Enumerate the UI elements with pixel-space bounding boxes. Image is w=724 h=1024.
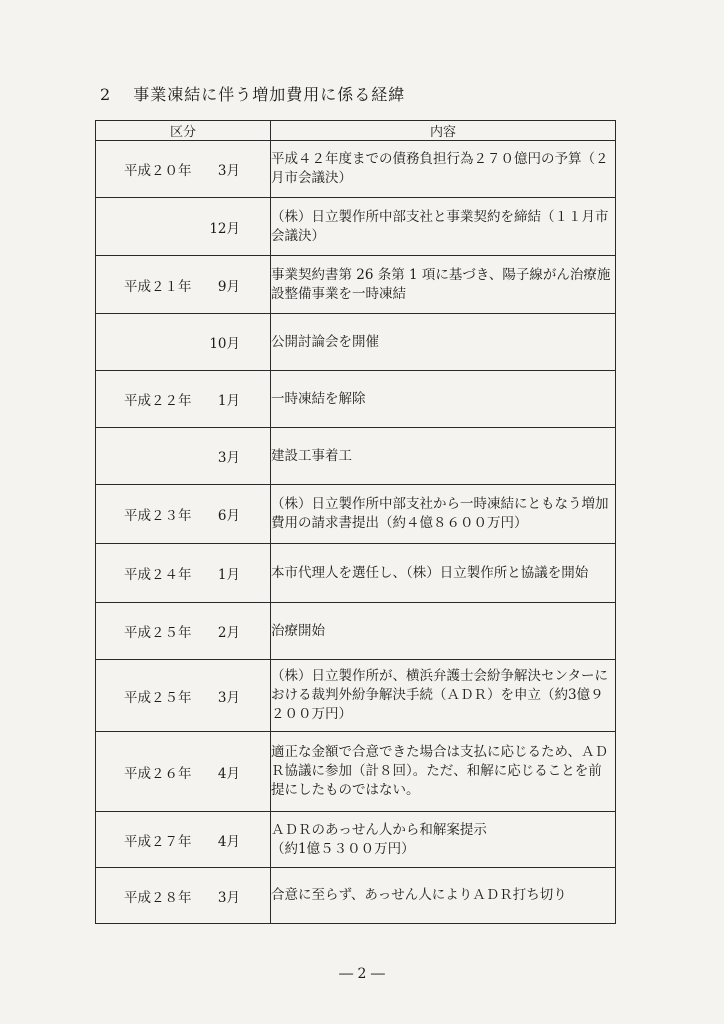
content-text: 一時凍結を解除 <box>271 390 366 407</box>
period-month: 3月 <box>217 163 240 179</box>
period-year: 平成２６年 <box>124 765 192 782</box>
period-cell <box>96 660 271 732</box>
period-month: 12月 <box>209 220 240 237</box>
content-cell <box>271 371 616 428</box>
period-cell <box>96 812 271 868</box>
content-cell <box>271 812 616 868</box>
content-text: （株）日立製作所中部支社から一時凍結にともなう増加費用の請求書提出（約４億８６００万円） <box>271 496 609 531</box>
content-cell <box>271 544 616 603</box>
table-row <box>96 732 616 812</box>
table-row <box>96 428 616 485</box>
period-cell <box>96 198 271 256</box>
content-text: 平成４２年度までの債務負担行為２７０億円の予算（２月市会議決） <box>271 151 609 186</box>
period-year: 平成２５年 <box>124 625 192 641</box>
period-month: 10月 <box>209 336 240 352</box>
content-text: 建設工事着工 <box>271 447 352 464</box>
history-table <box>95 120 616 924</box>
period-month: 6月 <box>217 508 240 524</box>
content-text: （株）日立製作所中部支社と事業契約を締結（１１月市会議決） <box>271 208 609 244</box>
period-cell <box>96 141 271 198</box>
period-year: 平成２３年 <box>124 508 192 524</box>
content-cell <box>271 314 616 371</box>
period-year: 平成２１年 <box>124 278 192 295</box>
period-year: 平成２４年 <box>124 567 192 583</box>
content-text: ＡＤＲのあっせん人から和解案提示 （約1億５３００万円） <box>271 821 487 857</box>
period-month: 1月 <box>217 567 240 583</box>
period-cell <box>96 732 271 812</box>
period-month: 1月 <box>217 393 240 409</box>
content-cell <box>271 732 616 812</box>
table-row <box>96 485 616 544</box>
content-cell <box>271 428 616 485</box>
period-cell <box>96 603 271 660</box>
content-text: 適正な金額で合意できた場合は支払に応じるため、ＡＤＲ協議に参加（計８回）。ただ、和解に応じることを前提にしたものではない。 <box>271 744 608 798</box>
content-cell <box>271 485 616 544</box>
section-title: 事業凍結に伴う増加費用に係る経緯 <box>133 85 406 104</box>
table-header-row <box>96 121 616 141</box>
table-row <box>96 544 616 603</box>
period-month: 4月 <box>217 765 240 782</box>
content-cell <box>271 868 616 924</box>
period-cell <box>96 544 271 603</box>
content-text: （株）日立製作所が、横浜弁護士会紛争解決センターにおける裁判外紛争解決手続（ＡＤＲ）を申立（約3億９２００万円） <box>271 668 608 722</box>
content-text: 本市代理人を選任し、（株）日立製作所と協議を開始 <box>271 564 589 581</box>
period-year: 平成２７年 <box>124 833 192 850</box>
period-cell <box>96 868 271 924</box>
period-year: 平成２０年 <box>124 163 192 179</box>
content-text: 事業契約書第 26 条第 1 項に基づき、陽子線がん治療施設整備事業を一時凍結 <box>271 266 611 302</box>
page-number: ― 2 ― <box>339 966 385 982</box>
content-cell <box>271 198 616 256</box>
table-row <box>96 314 616 371</box>
content-text: 公開討論会を開催 <box>271 333 379 350</box>
period-month: 3月 <box>217 889 240 906</box>
period-cell <box>96 256 271 314</box>
content-cell <box>271 256 616 314</box>
period-year: 平成２５年 <box>124 689 192 706</box>
period-cell <box>96 371 271 428</box>
period-cell <box>96 428 271 485</box>
period-month: 4月 <box>217 833 240 850</box>
table-row <box>96 812 616 868</box>
table-row <box>96 660 616 732</box>
section-heading <box>100 82 405 105</box>
content-text: 合意に至らず、あっせん人によりＡＤＲ打ち切り <box>271 887 567 903</box>
table-row <box>96 198 616 256</box>
content-cell <box>271 660 616 732</box>
table-row <box>96 141 616 198</box>
table-row <box>96 256 616 314</box>
table-row <box>96 603 616 660</box>
section-number: 2 <box>100 85 112 104</box>
period-year: 平成２２年 <box>124 393 192 409</box>
content-cell <box>271 141 616 198</box>
period-month: 2月 <box>217 625 240 641</box>
period-month: 3月 <box>217 689 240 706</box>
header-content: 内容 <box>271 121 616 141</box>
content-text: 治療開始 <box>271 622 325 639</box>
table-row <box>96 371 616 428</box>
period-cell <box>96 314 271 371</box>
content-cell <box>271 603 616 660</box>
table-row <box>96 868 616 924</box>
header-category: 区分 <box>96 121 271 141</box>
period-month: 9月 <box>217 278 240 295</box>
period-year: 平成２８年 <box>124 889 192 906</box>
period-cell <box>96 485 271 544</box>
period-month: 3月 <box>217 450 240 466</box>
